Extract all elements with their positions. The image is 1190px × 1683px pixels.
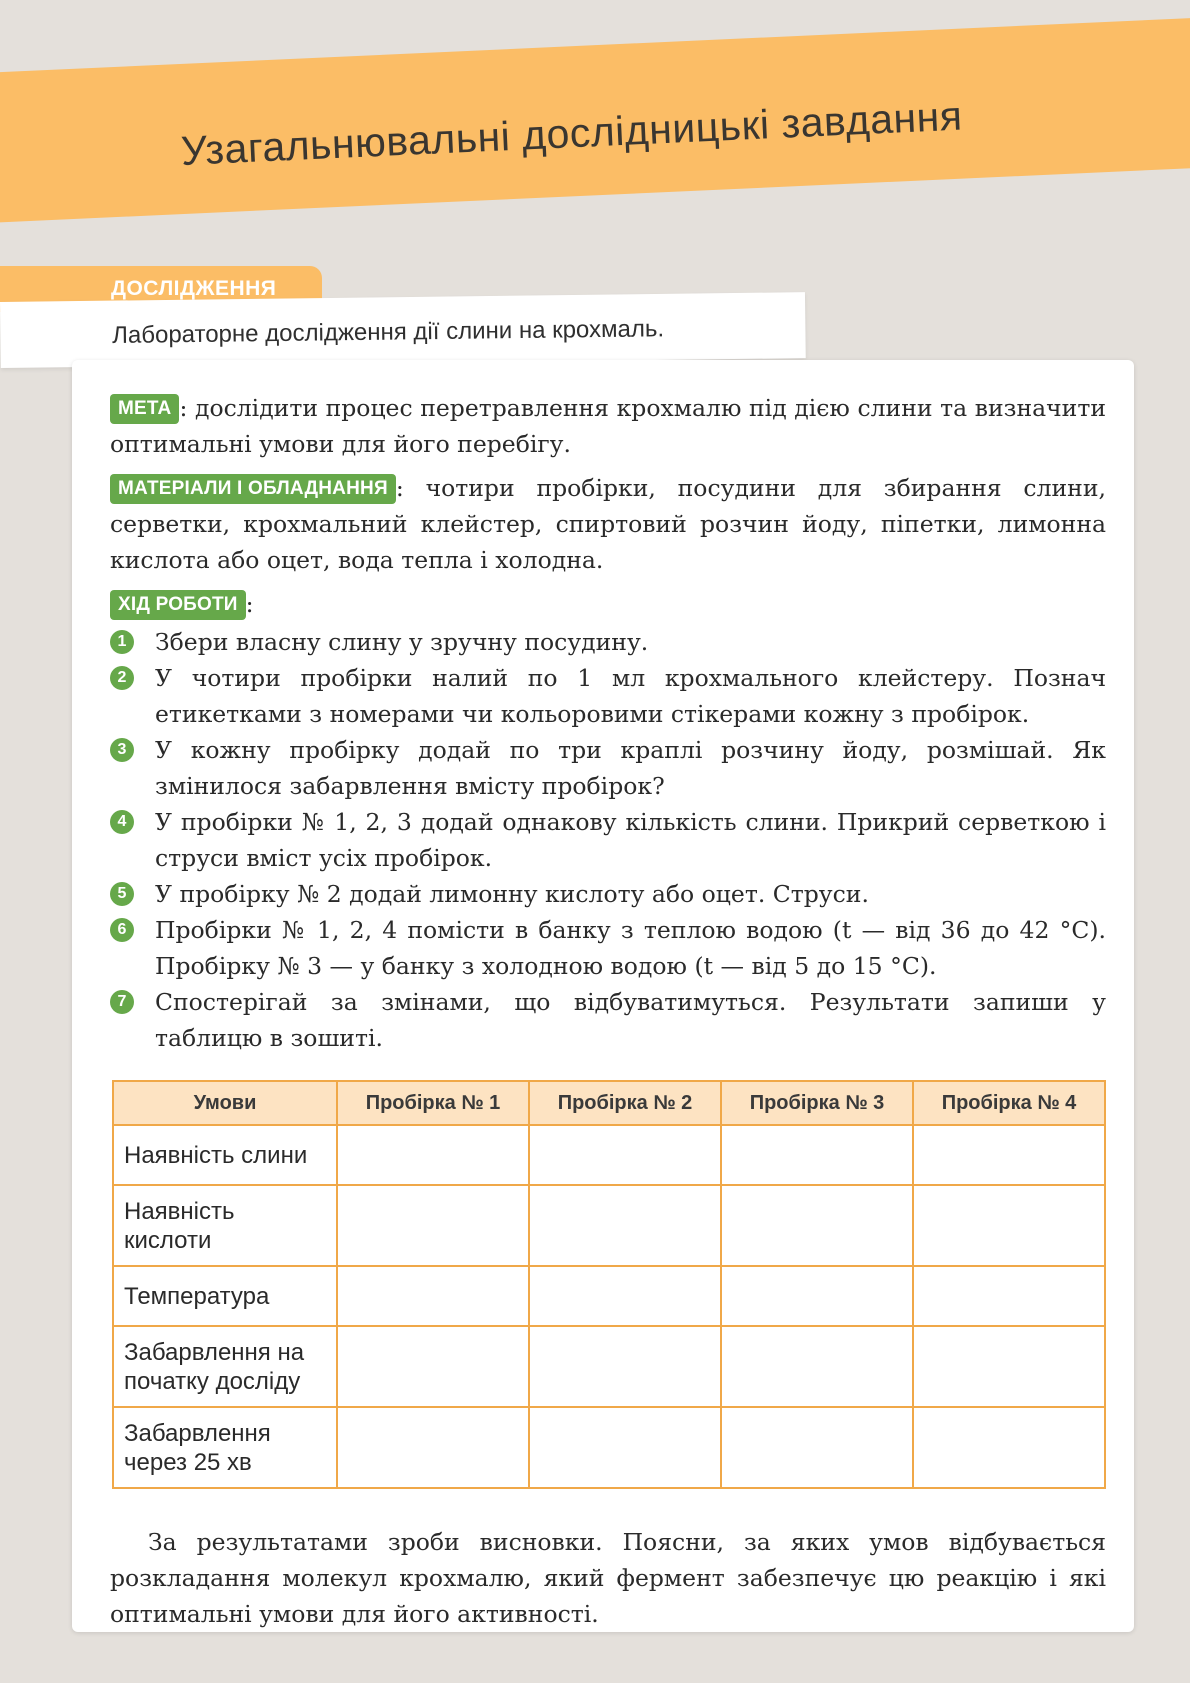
table-cell xyxy=(721,1266,913,1326)
table-cell xyxy=(337,1407,529,1488)
table-cell xyxy=(913,1266,1105,1326)
step-item xyxy=(110,660,1106,732)
step-item xyxy=(110,732,1106,804)
step-text: Спостерігай за змінами, що відбуватимуться. Результати запиши у таблицю в зошиті. xyxy=(155,988,1106,1052)
step-number-icon: 1 xyxy=(110,630,134,654)
step-number-icon: 5 xyxy=(110,882,134,906)
section-subtitle: Лабораторне дослідження дії слини на крохмаль. xyxy=(112,315,665,349)
table-row xyxy=(113,1185,1105,1266)
step-number-icon: 3 xyxy=(110,738,134,762)
table-cell xyxy=(337,1326,529,1407)
results-table xyxy=(112,1080,1106,1489)
step-text: У пробірку № 2 додай лимонну кислоту або оцет. Струси. xyxy=(155,880,869,908)
row-label: Наявність кислоти xyxy=(113,1185,337,1266)
table-header-cell: Пробірка № 1 xyxy=(337,1081,529,1125)
step-text: Пробірки № 1, 2, 4 помісти в банку з теплою водою (t — від 36 до 42 °C). Пробірку № 3 — у банку з холодною водою (t — від 5 до 15 °C). xyxy=(155,916,1106,980)
materials-label: МАТЕРІАЛИ І ОБЛАДНАННЯ xyxy=(110,474,396,504)
table-cell xyxy=(337,1266,529,1326)
step-item xyxy=(110,984,1106,1056)
goal-paragraph xyxy=(110,390,1106,462)
step-text: У кожну пробірку додай по три краплі розчину йоду, розмішай. Як змінилося забарвлення вмісту пробірок? xyxy=(155,736,1106,800)
table-cell xyxy=(721,1185,913,1266)
table-header-cell: Пробірка № 2 xyxy=(529,1081,721,1125)
step-item xyxy=(110,912,1106,984)
materials-text: чотири пробірки, посудини для збирання слини, серветки, крохмальний клейстер, спиртовий розчин йоду, піпетки, лимонна кислота або оцет, вода тепла і холодна. xyxy=(110,474,1106,574)
table-row xyxy=(113,1407,1105,1488)
table-header-cell: Пробірка № 3 xyxy=(721,1081,913,1125)
procedure-heading xyxy=(110,586,1106,622)
table-row xyxy=(113,1326,1105,1407)
table-cell xyxy=(721,1407,913,1488)
table-cell xyxy=(529,1185,721,1266)
conclusion-text: За результатами зроби висновки. Поясни, за яких умов відбувається розкладання молекул крохмалю, який фермент забезпечує цю реакцію і які оптимальні умови для його активності. xyxy=(110,1527,1106,1628)
procedure-label: ХІД РОБОТИ xyxy=(110,590,246,620)
step-text: У чотири пробірки налий по 1 мл крохмального клейстеру. Познач етикетками з номерами чи кольоровими стікерами кожну з пробірок. xyxy=(155,664,1106,728)
row-label: Температура xyxy=(113,1266,337,1326)
row-label: Наявність слини xyxy=(113,1125,337,1185)
materials-sep: : xyxy=(395,474,404,502)
table-cell xyxy=(721,1125,913,1185)
table-cell xyxy=(337,1185,529,1266)
table-cell xyxy=(529,1266,721,1326)
section-tag-label: ДОСЛІДЖЕННЯ xyxy=(111,277,277,300)
step-item xyxy=(110,624,1106,660)
research-content xyxy=(110,390,1106,1056)
table-cell xyxy=(529,1326,721,1407)
page-title: Узагальнювальні дослідницькі завдання xyxy=(180,92,964,174)
goal-text: дослідити процес перетравлення крохмалю під дією слини та визначити оптимальні умови для його перебігу. xyxy=(110,394,1106,458)
step-item xyxy=(110,804,1106,876)
step-item xyxy=(110,876,1106,912)
table-cell xyxy=(337,1125,529,1185)
table-cell xyxy=(913,1185,1105,1266)
table-header-cell: Пробірка № 4 xyxy=(913,1081,1105,1125)
step-number-icon: 7 xyxy=(110,990,134,1014)
step-number-icon: 2 xyxy=(110,666,134,690)
table-row xyxy=(113,1266,1105,1326)
table-header-cell: Умови xyxy=(113,1081,337,1125)
table-cell xyxy=(529,1407,721,1488)
table-cell xyxy=(913,1125,1105,1185)
row-label: Забарвлення через 25 хв xyxy=(113,1407,337,1488)
step-text: У пробірки № 1, 2, 3 додай однакову кількість слини. Прикрий серветкою і струси вміст усіх пробірок. xyxy=(155,808,1106,872)
table-cell xyxy=(913,1407,1105,1488)
step-number-icon: 6 xyxy=(110,918,134,942)
procedure-sep: : xyxy=(245,590,254,618)
row-label: Забарвлення на початку досліду xyxy=(113,1326,337,1407)
materials-paragraph xyxy=(110,470,1106,578)
step-text: Збери власну слину у зручну посудину. xyxy=(155,628,649,656)
table-cell xyxy=(721,1326,913,1407)
table-cell xyxy=(529,1125,721,1185)
step-number-icon: 4 xyxy=(110,810,134,834)
table-row xyxy=(113,1125,1105,1185)
goal-label: МЕТА xyxy=(110,394,179,424)
procedure-steps xyxy=(110,624,1106,1056)
table-header-row xyxy=(113,1081,1105,1125)
goal-sep: : xyxy=(179,394,188,422)
table-cell xyxy=(913,1326,1105,1407)
